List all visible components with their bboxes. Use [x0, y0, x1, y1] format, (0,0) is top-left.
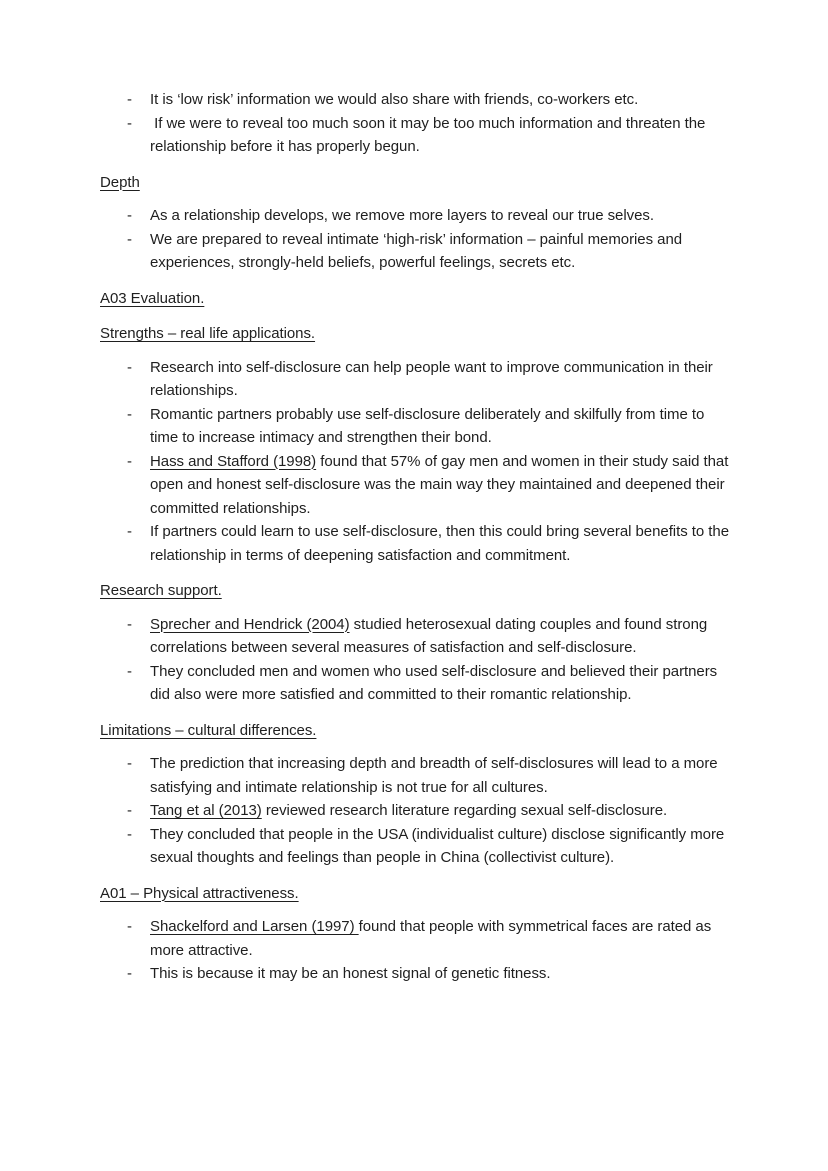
bullet-dash-icon: -: [127, 918, 132, 935]
text-run: If we were to reveal too much soon it may be too much information and threaten the relationship before it has properly begun.: [150, 114, 706, 155]
bullet-dash-icon: -: [127, 755, 132, 772]
study-reference: Shackelford and Larsen (1997): [150, 918, 359, 935]
bullet-item: [100, 356, 730, 403]
bullet-dash-icon: -: [127, 230, 132, 248]
bullet-dash-icon: -: [127, 802, 132, 819]
text-run: The prediction that increasing depth and breadth of self-disclosures will lead to a more satisfying and intimate relationship is not true for all cultures.: [150, 755, 718, 796]
bullet-item: [100, 915, 730, 962]
text-run: They concluded that people in the USA (individualist culture) disclose significantly more sexual thoughts and feelings than people in China (collectivist culture).: [150, 825, 725, 866]
bullet-dash-icon: -: [127, 114, 132, 132]
bullet-item: [100, 88, 730, 112]
text-run: It is ‘low risk’ information we would also share with friends, co-workers etc.: [150, 91, 639, 108]
bullet-dash-icon: -: [127, 405, 132, 423]
bullet-item: [100, 752, 730, 799]
text-run: studied heterosexual dating couples and found strong correlations between several measures of satisfaction and self-disclosure.: [150, 615, 708, 656]
bullet-item: [100, 613, 730, 660]
bullet-dash-icon: -: [127, 452, 132, 470]
bullet-item: [100, 799, 730, 823]
bullet-item: [100, 204, 730, 228]
bullet-item: [100, 823, 730, 870]
bullet-list: [100, 752, 730, 870]
text-run: Romantic partners probably use self-disclosure deliberately and skilfully from time to time to increase intimacy and strengthen their bond.: [150, 405, 705, 446]
text-run: We are prepared to reveal intimate ‘high-risk’ information – painful memories and experiences, strongly-held beliefs, powerful feelings, secrets etc.: [150, 230, 683, 271]
bullet-dash-icon: -: [127, 91, 132, 108]
text-run: Research into self-disclosure can help people want to improve communication in their relationships.: [150, 358, 713, 399]
section-heading: Research support.: [100, 582, 222, 599]
text-run: If partners could learn to use self-disclosure, then this could bring several benefits to the relationship in terms of deepening satisfaction and commitment.: [150, 523, 730, 564]
bullet-list: [100, 613, 730, 707]
text-run: found that 57% of gay men and women in their study said that open and honest self-disclosure was the main way they maintained and deepened their committed relationships.: [150, 452, 729, 517]
document-content: [100, 88, 730, 986]
bullet-list: [100, 356, 730, 568]
section-heading: Depth: [100, 173, 140, 191]
bullet-item: [100, 962, 730, 986]
bullet-dash-icon: -: [127, 615, 132, 633]
bullet-list: [100, 88, 730, 159]
bullet-dash-icon: -: [127, 358, 132, 376]
text-run: reviewed research literature regarding sexual self-disclosure.: [261, 802, 668, 819]
study-reference: Sprecher and Hendrick (2004): [150, 615, 350, 633]
bullet-dash-icon: -: [127, 965, 132, 982]
text-run: As a relationship develops, we remove more layers to reveal our true selves.: [150, 207, 654, 224]
bullet-item: [100, 228, 730, 275]
bullet-dash-icon: -: [127, 825, 132, 843]
bullet-item: [100, 403, 730, 450]
study-reference: Tang et al (2013): [150, 802, 262, 819]
bullet-dash-icon: -: [127, 207, 132, 224]
section-heading: A01 – Physical attractiveness.: [100, 884, 299, 902]
bullet-list: [100, 915, 730, 986]
bullet-list: [100, 204, 730, 275]
bullet-item: [100, 112, 730, 159]
text-run: They concluded men and women who used self-disclosure and believed their partners did also were more satisfied and committed to their romantic relationship.: [150, 662, 718, 703]
text-run: This is because it may be an honest signal of genetic fitness.: [150, 965, 551, 982]
bullet-dash-icon: -: [127, 662, 132, 680]
text-run: found that people with symmetrical faces are rated as more attractive.: [150, 918, 712, 959]
bullet-item: [100, 660, 730, 707]
section-heading: Strengths – real life applications.: [100, 325, 316, 342]
bullet-item: [100, 520, 730, 567]
section-heading: A03 Evaluation.: [100, 289, 205, 307]
section-heading: Limitations – cultural differences.: [100, 721, 317, 739]
study-reference: Hass and Stafford (1998): [150, 452, 317, 470]
bullet-dash-icon: -: [127, 523, 132, 540]
bullet-item: [100, 450, 730, 521]
